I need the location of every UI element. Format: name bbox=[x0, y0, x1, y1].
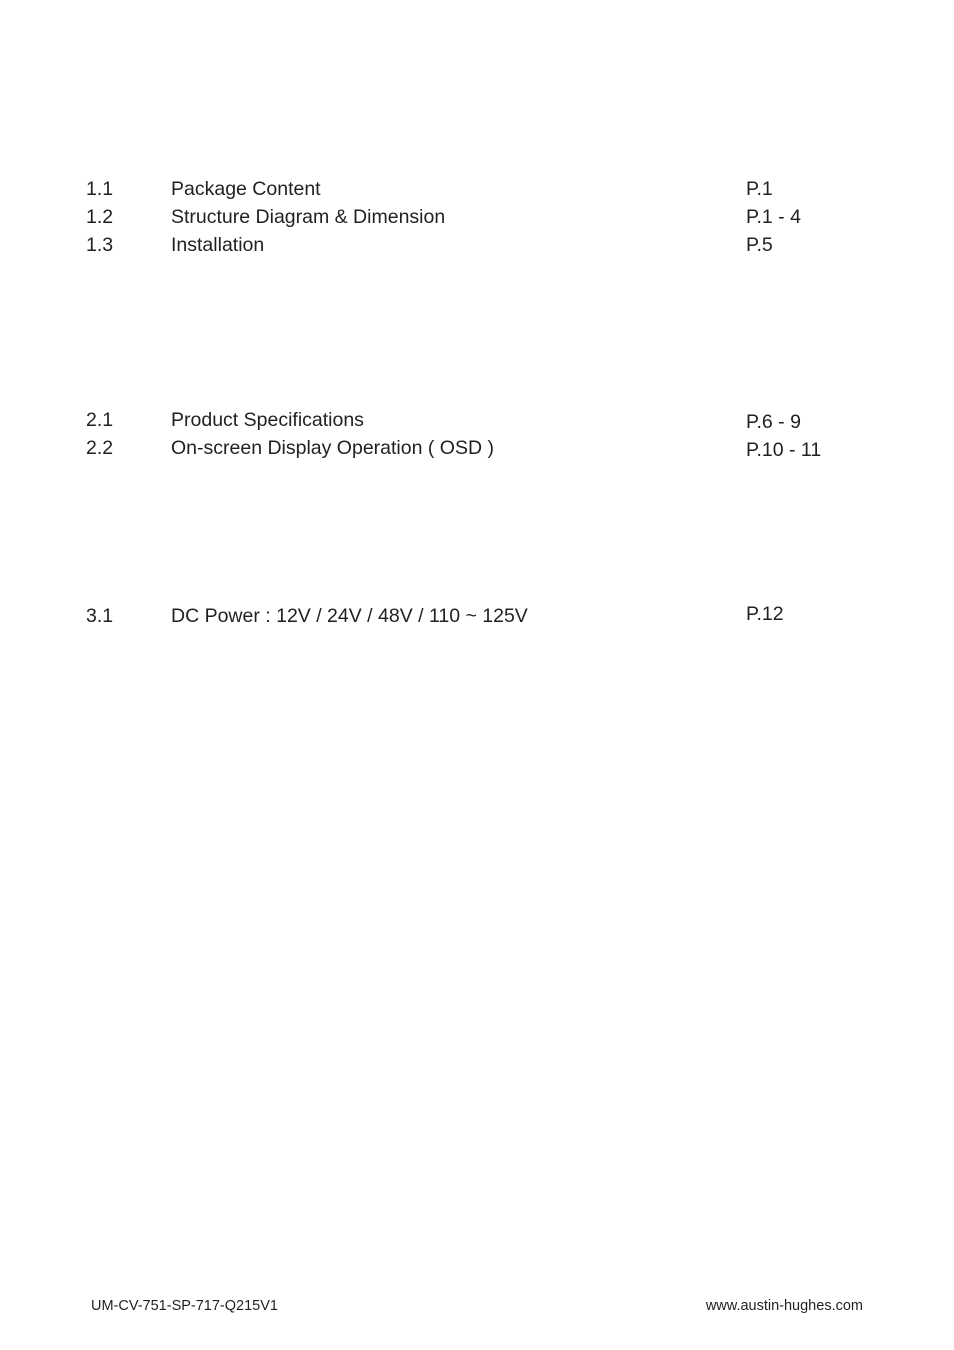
toc-number: 1.2 bbox=[86, 206, 114, 228]
toc-number: 1.1 bbox=[86, 178, 114, 200]
toc-entry-2-1 bbox=[0, 406, 954, 434]
toc-title: Package Content bbox=[171, 178, 321, 200]
toc-number: 2.1 bbox=[86, 409, 114, 431]
toc-page: P.1 bbox=[746, 178, 773, 200]
toc-number: 1.3 bbox=[86, 234, 114, 256]
footer-document-code: UM-CV-751-SP-717-Q215V1 bbox=[91, 1298, 278, 1314]
toc-number: 2.2 bbox=[86, 437, 114, 459]
toc-title: Product Specifications bbox=[171, 409, 364, 431]
toc-page: P.5 bbox=[746, 234, 773, 256]
toc-page: P.6 - 9 bbox=[746, 411, 801, 433]
footer-website: www.austin-hughes.com bbox=[705, 1298, 863, 1314]
toc-entry-1-2 bbox=[0, 203, 954, 231]
toc-title: DC Power : 12V / 24V / 48V / 110 ~ 125V bbox=[171, 605, 528, 627]
toc-entry-1-3 bbox=[0, 231, 954, 259]
toc-page: P.12 bbox=[746, 603, 784, 625]
toc-page: P.10 - 11 bbox=[746, 439, 822, 461]
toc-entry-2-2 bbox=[0, 434, 954, 462]
toc-entry-1-1 bbox=[0, 175, 954, 203]
toc-title: On-screen Display Operation ( OSD ) bbox=[171, 437, 494, 459]
toc-page: P.1 - 4 bbox=[746, 206, 801, 228]
toc-title: Structure Diagram & Dimension bbox=[171, 206, 446, 228]
toc-entry-3-1 bbox=[0, 602, 954, 630]
toc-number: 3.1 bbox=[86, 605, 114, 627]
toc-title: Installation bbox=[171, 234, 265, 256]
